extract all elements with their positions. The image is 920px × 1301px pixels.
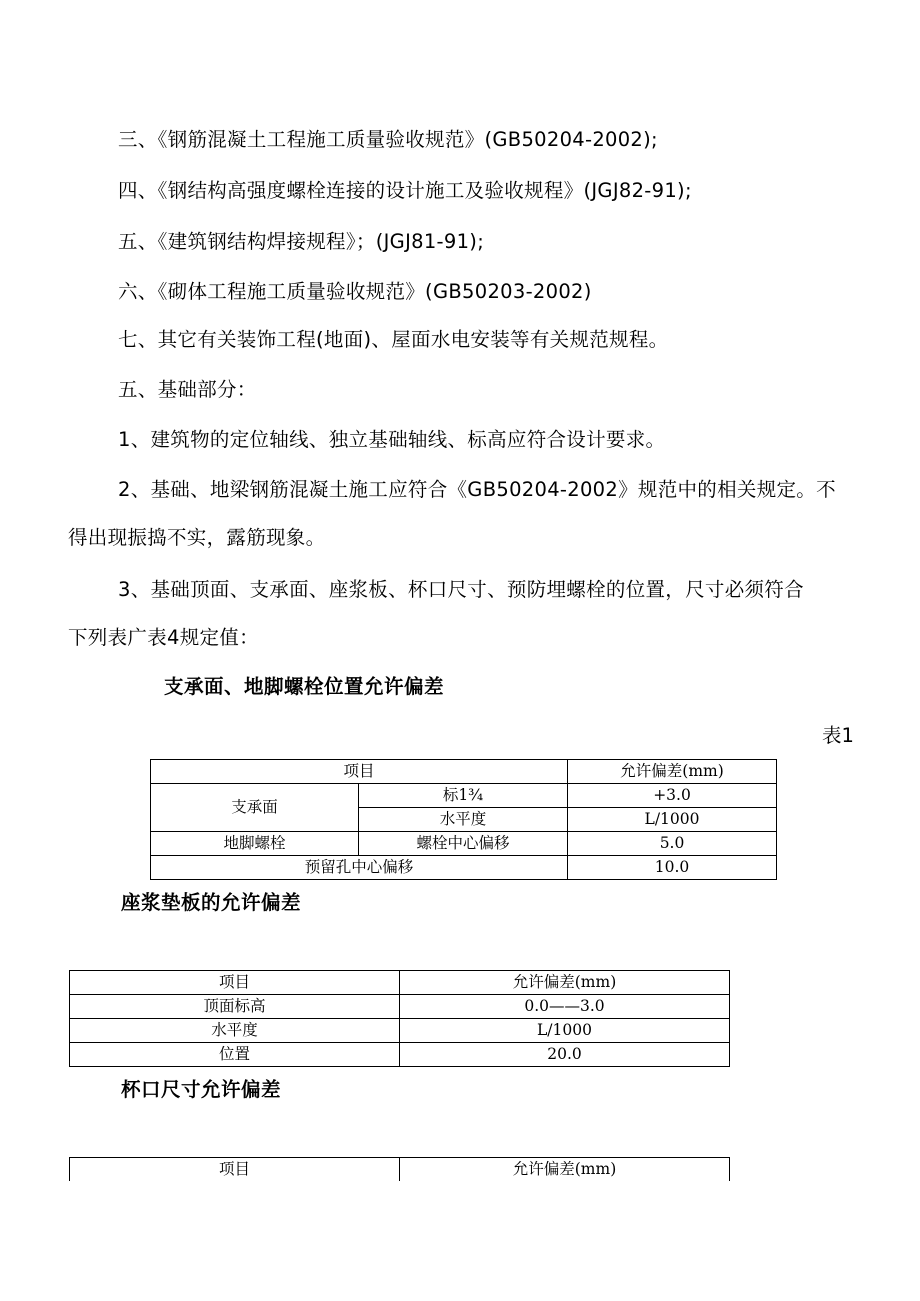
header-tolerance: 允许偏差(mm): [568, 760, 777, 784]
row-value: L/1000: [400, 1019, 730, 1043]
table2: [69, 970, 730, 1067]
row-item: 水平度: [359, 808, 568, 832]
table1-label: 表1: [822, 724, 854, 747]
table-header-row: [70, 971, 730, 995]
table-header-row: [151, 760, 777, 784]
foundation-item-3: 3、基础顶面、支承面、座浆板、杯口尺寸、预防埋螺栓的位置，尺寸必须符合: [118, 578, 804, 601]
row-item: 水平度: [70, 1019, 400, 1043]
row-value: 5.0: [568, 832, 777, 856]
table-row: [70, 1043, 730, 1067]
table-row: [70, 1019, 730, 1043]
spec-line-7: 七、其它有关装饰工程(地面)、屋面水电安装等有关规范规程。: [118, 328, 669, 351]
section-heading-foundation: 五、基础部分：: [118, 378, 257, 401]
row-item: 标1¾: [359, 784, 568, 808]
table3-title: 杯口尺寸允许偏差: [121, 1078, 282, 1101]
header-item: 项目: [70, 971, 400, 995]
row-item: 顶面标高: [70, 995, 400, 1019]
row-item: 螺栓中心偏移: [359, 832, 568, 856]
table2-title: 座浆垫板的允许偏差: [121, 891, 302, 914]
row-value: 10.0: [568, 856, 777, 880]
foundation-item-2: 2、基础、地梁钢筋混凝土施工应符合《GB50204-2002》规范中的相关规定。不: [118, 478, 836, 501]
table-row: [151, 832, 777, 856]
spec-line-3: 三、《钢筋混凝土工程施工质量验收规范》(GB50204-2002);: [118, 128, 658, 151]
foundation-item-2-cont: 得出现振捣不实，露筋现象。: [68, 526, 326, 549]
header-tolerance: 允许偏差(mm): [400, 1158, 730, 1182]
foundation-item-1: 1、建筑物的定位轴线、独立基础轴线、标高应符合设计要求。: [118, 428, 666, 451]
spec-line-6: 六、《砌体工程施工质量验收规范》(GB50203-2002): [118, 280, 592, 303]
row-item: 位置: [70, 1043, 400, 1067]
row-value: 0.0——3.0: [400, 995, 730, 1019]
header-item: 项目: [70, 1158, 400, 1182]
table-row: [151, 856, 777, 880]
table-header-row: [70, 1158, 730, 1182]
row-group: 地脚螺栓: [151, 832, 359, 856]
row-value: L/1000: [568, 808, 777, 832]
table-row: [151, 784, 777, 808]
table1-title: 支承面、地脚螺栓位置允许偏差: [164, 675, 445, 698]
spec-line-5: 五、《建筑钢结构焊接规程》；(JGJ81-91);: [118, 230, 485, 253]
row-group: 支承面: [151, 784, 359, 832]
row-value: +3.0: [568, 784, 777, 808]
spec-line-4: 四、《钢结构高强度螺栓连接的设计施工及验收规程》(JGJ82-91);: [118, 179, 692, 202]
table-row: [70, 995, 730, 1019]
header-item: 项目: [151, 760, 568, 784]
foundation-item-3-cont: 下列表广表4规定值：: [68, 626, 259, 649]
header-tolerance: 允许偏差(mm): [400, 971, 730, 995]
table3: [69, 1157, 730, 1181]
table1: [150, 759, 777, 880]
row-item: 预留孔中心偏移: [151, 856, 568, 880]
row-value: 20.0: [400, 1043, 730, 1067]
